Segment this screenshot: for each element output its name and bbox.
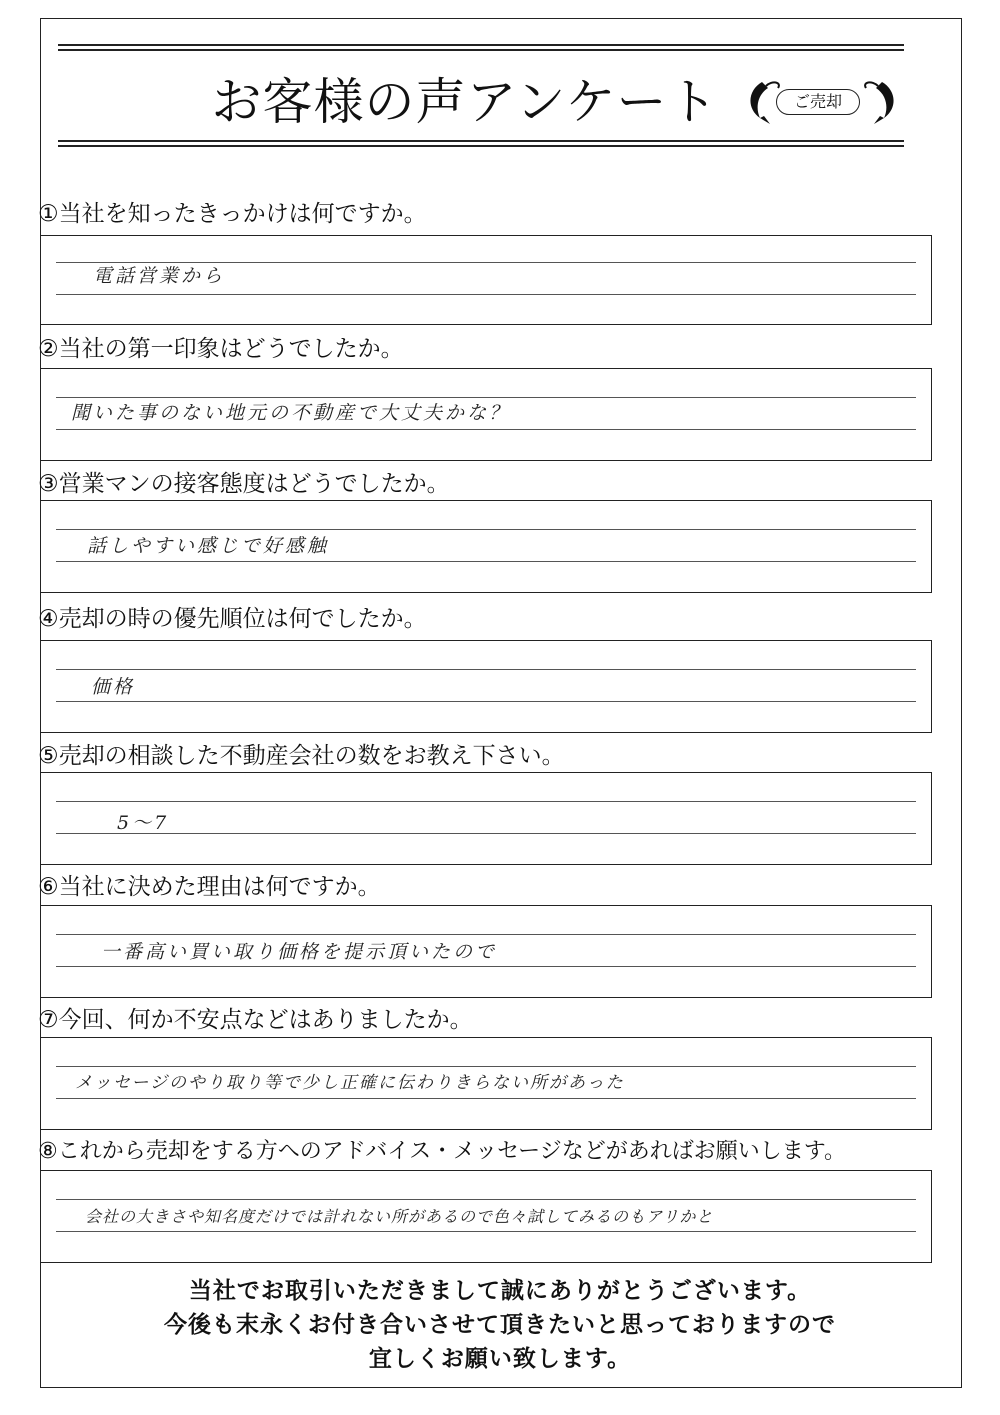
answer-line bbox=[56, 429, 916, 430]
page-title: お客様の声アンケート bbox=[211, 73, 719, 131]
answer-line bbox=[56, 561, 916, 562]
question-1: ①当社を知ったきっかけは何ですか。 bbox=[38, 201, 427, 227]
answer-box-6 bbox=[40, 905, 932, 998]
answer-line bbox=[56, 833, 916, 834]
answer-box-4 bbox=[40, 640, 932, 733]
answer-box-7 bbox=[40, 1037, 932, 1130]
answer-line bbox=[56, 294, 916, 295]
answer-8: 会社の大きさや知名度だけでは計れない所があるので色々試してみるのもアリかと bbox=[85, 1207, 714, 1226]
answer-line bbox=[56, 701, 916, 702]
answer-box-2 bbox=[40, 368, 932, 461]
answer-2: 聞いた事のない地元の不動産で大丈夫かな？ bbox=[71, 402, 512, 424]
footer-relationship: 今後も末永くお付き合いさせて頂きたいと思っておりますので bbox=[164, 1312, 836, 1338]
answer-line bbox=[56, 1066, 916, 1067]
question-8: ⑧これから売却をする方へのアドバイス・メッセージなどがあればお願いします。 bbox=[38, 1139, 846, 1164]
answer-3: 話しやすい感じで好感触 bbox=[87, 535, 330, 557]
answer-6: 一番高い買い取り価格を提示頂いたので bbox=[101, 941, 498, 963]
question-4: ④売却の時の優先順位は何でしたか。 bbox=[38, 606, 427, 632]
answer-line bbox=[56, 966, 916, 967]
answer-4: 価格 bbox=[91, 676, 136, 698]
answer-line bbox=[56, 397, 916, 398]
footer-thanks: 当社でお取引いただきまして誠にありがとうございます。 bbox=[188, 1278, 812, 1304]
answer-line bbox=[56, 1199, 916, 1200]
answer-box-3 bbox=[40, 500, 932, 593]
answer-line bbox=[56, 1098, 916, 1099]
question-2: ②当社の第一印象はどうでしたか。 bbox=[38, 336, 404, 362]
header-bottom-rule bbox=[58, 140, 904, 147]
answer-line bbox=[56, 1231, 916, 1232]
footer-closing: 宜しくお願い致します。 bbox=[368, 1346, 632, 1372]
answer-line bbox=[56, 529, 916, 530]
question-6: ⑥当社に決めた理由は何ですか。 bbox=[38, 874, 381, 900]
answer-line bbox=[56, 801, 916, 802]
answer-7: メッセージのやり取り等で少し正確に伝わりきらない所があった bbox=[75, 1073, 625, 1093]
answer-line bbox=[56, 934, 916, 935]
question-3: ③営業マンの接客態度はどうでしたか。 bbox=[38, 471, 450, 497]
header-top-rule bbox=[58, 44, 904, 51]
answer-box-1 bbox=[40, 235, 932, 325]
answer-box-5 bbox=[40, 772, 932, 865]
answer-line bbox=[56, 262, 916, 263]
answer-line bbox=[56, 669, 916, 670]
question-7: ⑦今回、何か不安点などはありましたか。 bbox=[38, 1007, 473, 1033]
answer-box-8 bbox=[40, 1170, 932, 1263]
question-5: ⑤売却の相談した不動産会社の数をお教え下さい。 bbox=[38, 743, 565, 769]
answer-1: 電話営業から bbox=[93, 265, 226, 287]
answer-5: 5～7 bbox=[117, 812, 170, 834]
badge-label: ご売却 bbox=[776, 89, 860, 115]
